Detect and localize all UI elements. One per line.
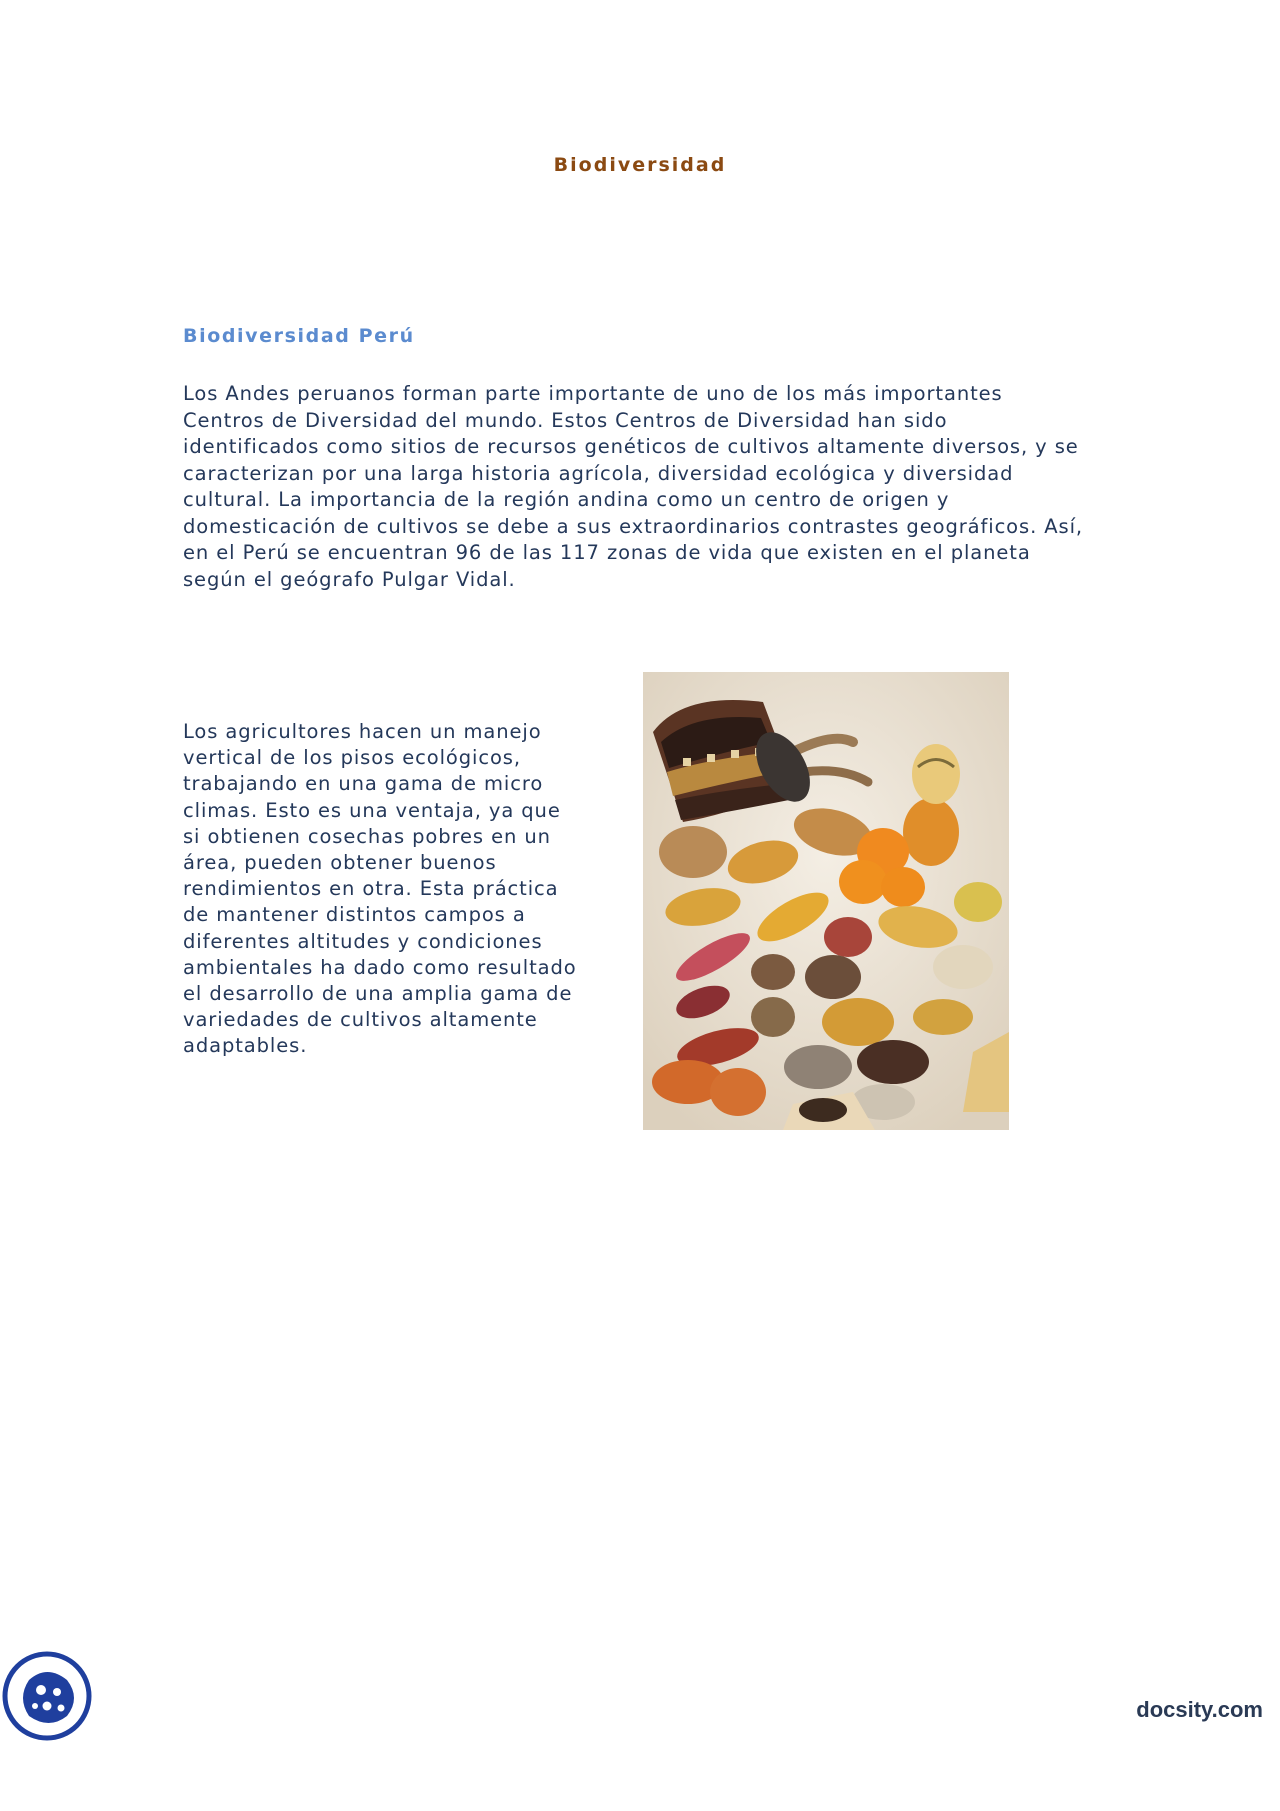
- docsity-ladybug-icon[interactable]: [1, 1650, 93, 1742]
- page-title: Biodiversidad: [553, 154, 727, 176]
- section-heading: Biodiversidad Perú: [183, 325, 415, 347]
- intro-paragraph: Los Andes peruanos forman parte importante de uno de los más importantes Centros de Diversidad del mundo. Estos Centros de Diversidad han sido identificados como sitios de recursos genéticos de cultivos altamente diversos, y se caracterizan por una larga historia agrícola, diversidad ecológica y diversidad cultural. La importancia de la región andina como un centro de origen y domesticación de cultivos se debe a sus extraordinarios contrastes geográficos. Así, en el Perú se encuentran 96 de las 117 zonas de vida que existen en el planeta según el geógrafo Pulgar Vidal.: [183, 382, 1083, 591]
- andean-crops-photo: [643, 672, 1009, 1130]
- agriculture-paragraph: Los agricultores hacen un manejo vertical de los pisos ecológicos, trabajando en una gama de micro climas. Esto es una ventaja, ya que si obtienen cosechas pobres en un área, pueden obtener buenos rendimientos en otra. Esta práctica de mantener distintos campos a diferentes altitudes y condiciones ambientales ha dado como resultado el desarrollo de una amplia gama de variedades de cultivos altamente adaptables.: [183, 720, 577, 1058]
- brand-link[interactable]: docsity.com: [1136, 1697, 1263, 1722]
